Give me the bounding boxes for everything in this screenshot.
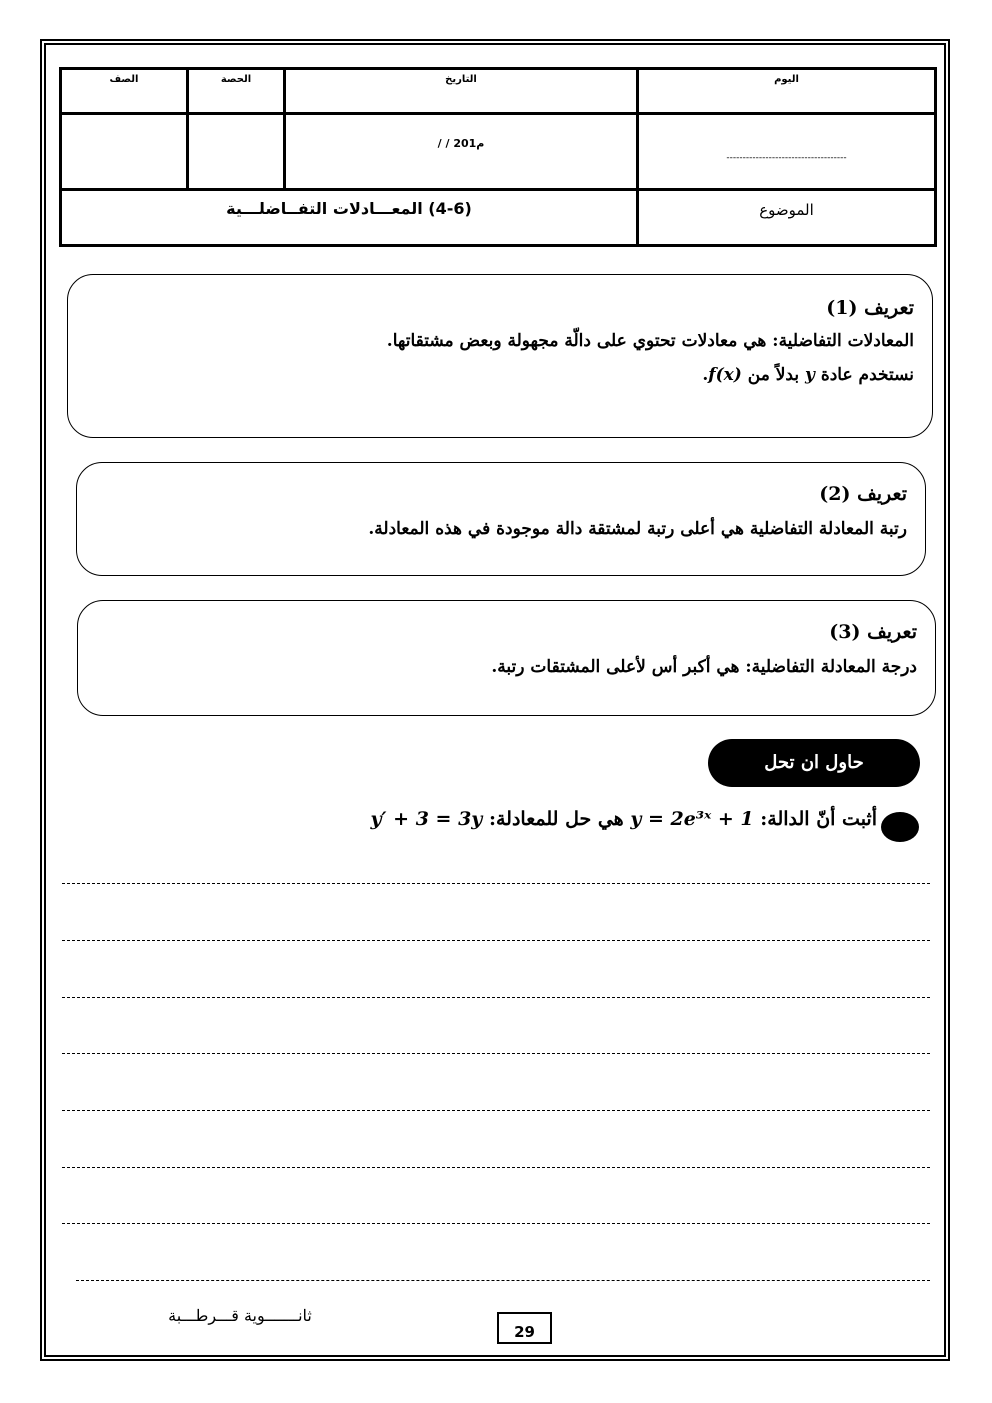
subject-label-cell [638, 190, 936, 246]
date-label-cell [285, 69, 638, 114]
exercise-equation: y′ + 3 = 3y [370, 808, 483, 830]
definition-1-func: f(x) [708, 365, 742, 385]
header-table [59, 67, 937, 247]
date-value: / / 201م [437, 137, 485, 150]
exercise-statement [371, 808, 877, 830]
exercise-prefix: أثبت أنّ الدالة: [760, 808, 877, 830]
period-value-cell[interactable] [188, 114, 285, 190]
answer-line[interactable] [62, 1167, 930, 1168]
subject-label: الموضوع [759, 201, 814, 219]
bullet-icon [881, 812, 919, 842]
definition-3-box [77, 600, 936, 716]
exercise-function: y = 2e³ˣ + 1 [630, 808, 754, 830]
school-name: ثانـــــــوية قـــرطـــبة [168, 1306, 312, 1325]
definition-3-text: درجة المعادلة التفاضلية: هي أكبر أس لأعلى المشتقات رتبة. [491, 657, 917, 677]
class-label: الصف [109, 74, 139, 85]
date-label: التاريخ [445, 74, 477, 85]
definition-1-var: y [805, 365, 815, 385]
definition-1-box [67, 274, 933, 438]
definition-1-note-mid: بدلاً من [747, 365, 800, 385]
day-value-blank: ------------------------------------- [726, 153, 847, 163]
class-value-cell[interactable] [61, 114, 188, 190]
exercise-middle: هي حل للمعادلة: [488, 808, 624, 830]
answer-line[interactable] [62, 1110, 930, 1111]
try-to-solve-badge: حاول ان تحل [708, 739, 920, 787]
definition-1-note-pre: نستخدم عادة [820, 365, 914, 385]
date-value-cell[interactable] [285, 114, 638, 190]
definition-3-title: تعريف (3) [829, 621, 917, 643]
answer-line[interactable] [62, 1223, 930, 1224]
subject-title: (4-6) المعـــادلات التفــاضلـــية [226, 199, 472, 218]
period-label: الحصة [220, 74, 252, 85]
day-label-cell [638, 69, 936, 114]
page-number: 29 [497, 1312, 552, 1344]
answer-line[interactable] [62, 883, 930, 884]
answer-line[interactable] [62, 1053, 930, 1054]
answer-line[interactable] [62, 997, 930, 998]
class-label-cell [61, 69, 188, 114]
definition-2-title: تعريف (2) [819, 483, 907, 505]
definition-2-text: رتبة المعادلة التفاضلية هي أعلى رتبة لمشتقة دالة موجودة في هذه المعادلة. [368, 519, 907, 539]
answer-line[interactable] [62, 940, 930, 941]
definition-1-note-end: . [702, 365, 709, 385]
subject-title-cell [61, 190, 638, 246]
answer-line[interactable] [76, 1280, 930, 1281]
definition-1-note [86, 365, 914, 385]
day-label: اليوم [774, 74, 799, 85]
period-label-cell [188, 69, 285, 114]
day-value-cell[interactable] [638, 114, 936, 190]
definition-2-box [76, 462, 926, 576]
definition-1-title: تعريف (1) [826, 297, 914, 319]
definition-1-text: المعادلات التفاضلية: هي معادلات تحتوي على دالّة مجهولة وبعض مشتقاتها. [386, 331, 914, 351]
